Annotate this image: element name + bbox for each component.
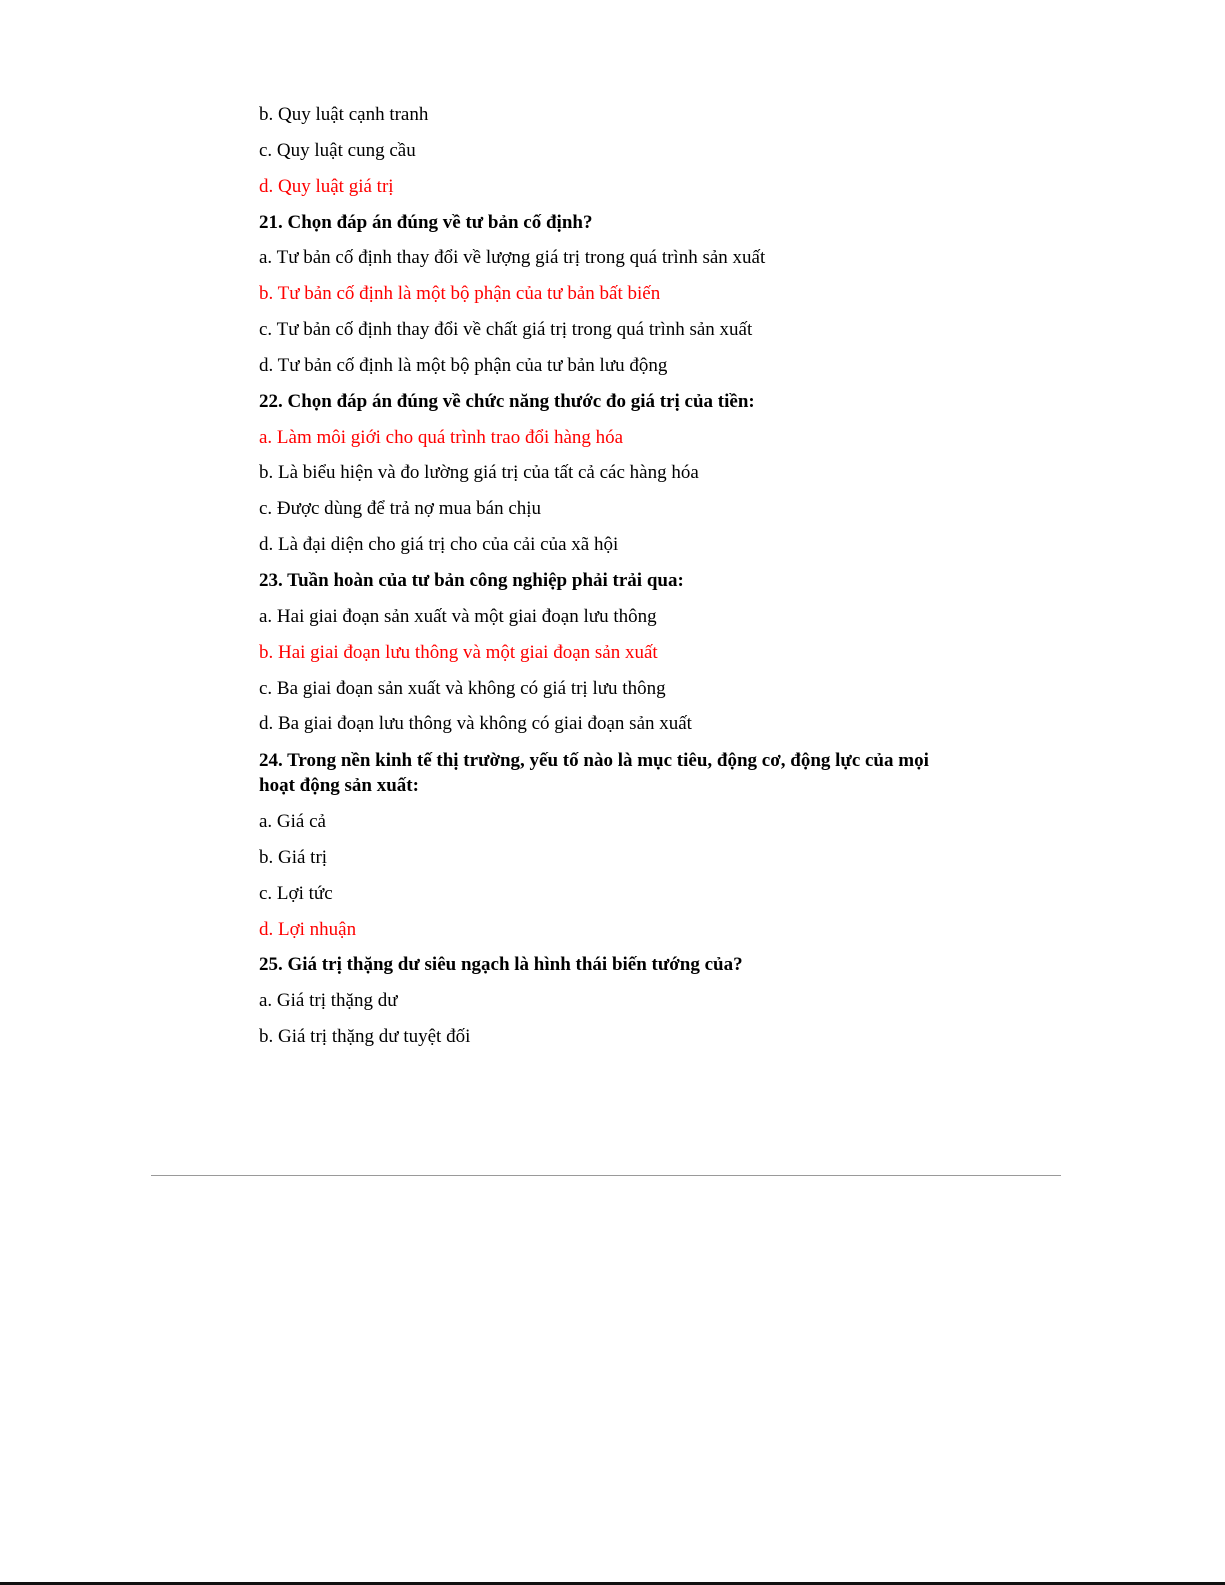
option-line: d. Ba giai đoạn lưu thông và không có giai đoạn sản xuất bbox=[259, 713, 692, 735]
question-heading: 23. Tuần hoàn của tư bản công nghiệp phải trải qua: bbox=[259, 569, 684, 591]
option-line: a. Hai giai đoạn sản xuất và một giai đoạn lưu thông bbox=[259, 605, 657, 627]
correct-option-line: d. Quy luật giá trị bbox=[259, 175, 394, 197]
option-line: a. Giá trị thặng dư bbox=[259, 990, 398, 1012]
document-content bbox=[259, 103, 959, 1061]
question-heading: 22. Chọn đáp án đúng về chức năng thước đo giá trị của tiền: bbox=[259, 390, 755, 412]
question-heading: 25. Giá trị thặng dư siêu ngạch là hình thái biến tướng của? bbox=[259, 954, 743, 976]
question-heading: 21. Chọn đáp án đúng về tư bản cố định? bbox=[259, 211, 593, 233]
correct-option-line: d. Lợi nhuận bbox=[259, 918, 357, 940]
option-line: b. Là biểu hiện và đo lường giá trị của tất cả các hàng hóa bbox=[259, 462, 699, 484]
footer-divider bbox=[151, 1175, 1061, 1176]
option-line: b. Quy luật cạnh tranh bbox=[259, 104, 429, 125]
option-line: c. Tư bản cố định thay đổi về chất giá trị trong quá trình sản xuất bbox=[259, 319, 753, 341]
option-line: d. Là đại diện cho giá trị cho của cải của xã hội bbox=[259, 534, 619, 556]
correct-option-line: b. Hai giai đoạn lưu thông và một giai đoạn sản xuất bbox=[259, 641, 658, 663]
question-heading: 24. Trong nền kinh tế thị trường, yếu tố nào là mục tiêu, động cơ, động lực của mọi hoạt động sản xuất: bbox=[259, 750, 929, 797]
option-line: c. Ba giai đoạn sản xuất và không có giá trị lưu thông bbox=[259, 677, 666, 699]
option-line: c. Lợi tức bbox=[259, 882, 333, 904]
option-line: c. Quy luật cung cầu bbox=[259, 139, 416, 161]
option-line: a. Tư bản cố định thay đổi về lượng giá trị trong quá trình sản xuất bbox=[259, 247, 766, 269]
option-line: b. Giá trị bbox=[259, 846, 328, 868]
correct-option-line: b. Tư bản cố định là một bộ phận của tư bản bất biến bbox=[259, 283, 661, 305]
option-line: d. Tư bản cố định là một bộ phận của tư bản lưu động bbox=[259, 354, 668, 376]
option-line: c. Được dùng để trả nợ mua bán chịu bbox=[259, 498, 542, 520]
correct-option-line: a. Làm môi giới cho quá trình trao đổi hàng hóa bbox=[259, 426, 624, 448]
option-line: b. Giá trị thặng dư tuyệt đối bbox=[259, 1026, 471, 1048]
option-line: a. Giá cả bbox=[259, 811, 326, 833]
